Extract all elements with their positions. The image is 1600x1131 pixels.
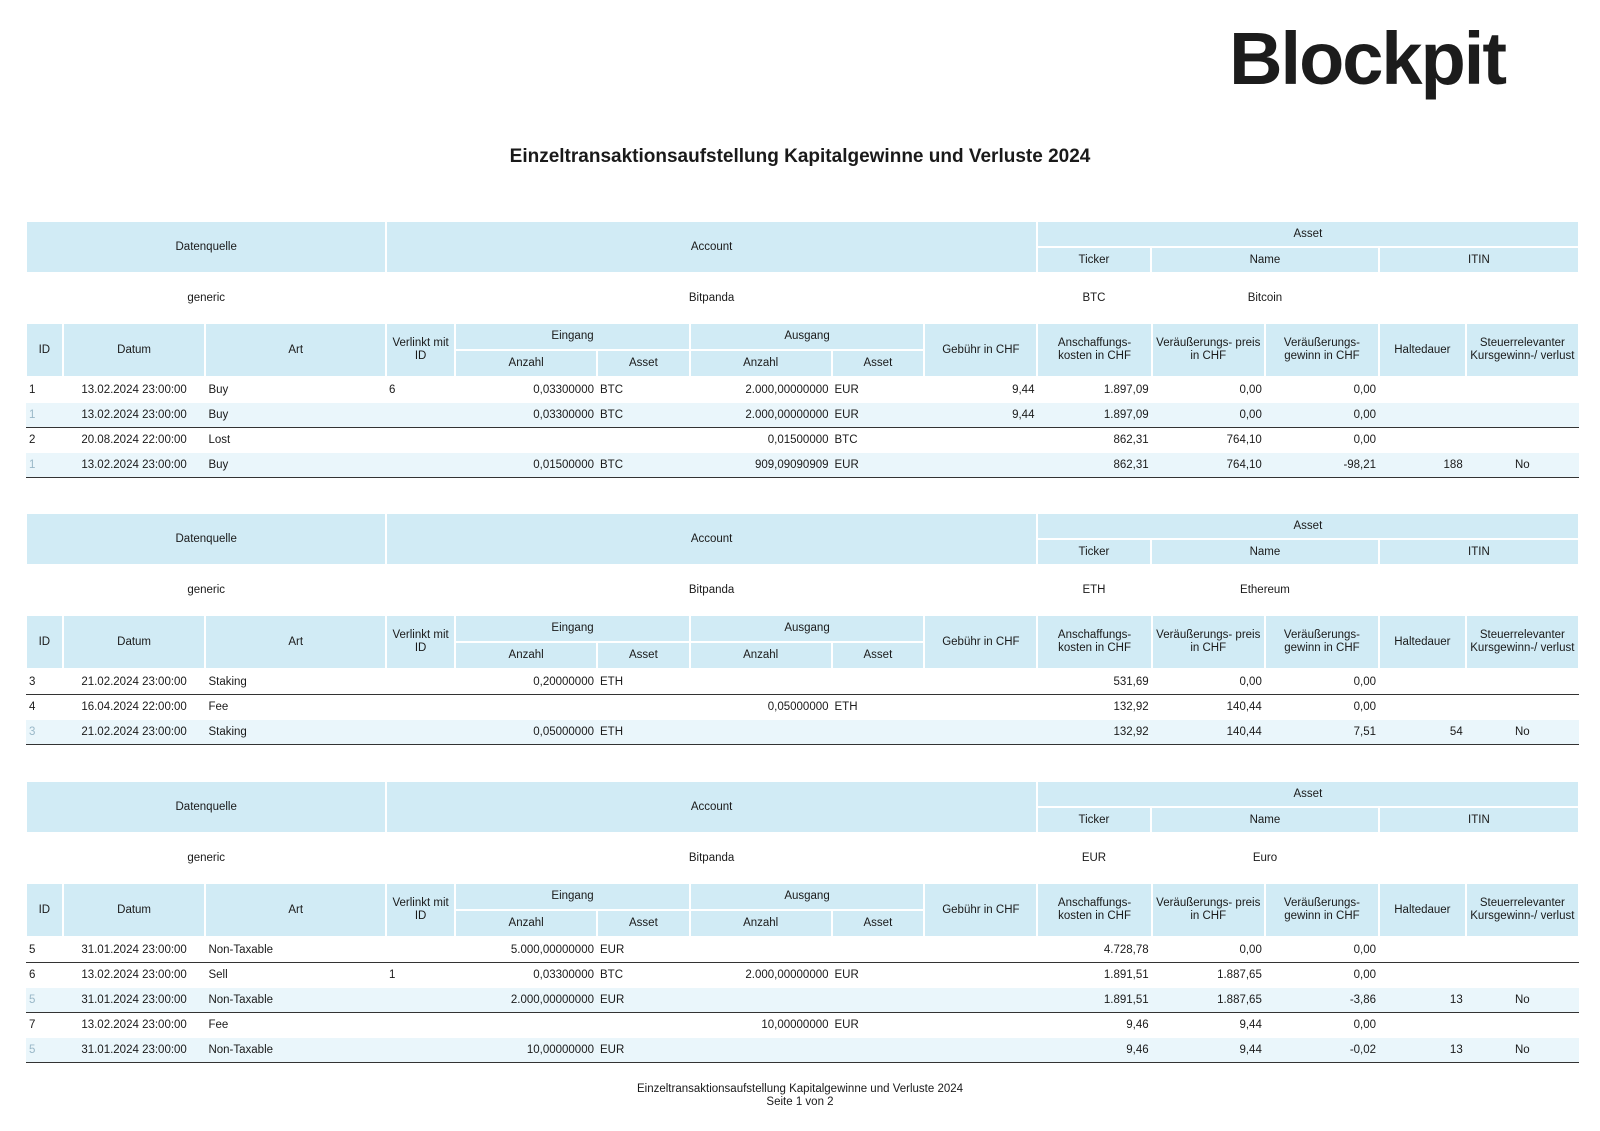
cell-ausgang-anzahl: 0,05000000	[767, 701, 829, 713]
cell-eingang-anzahl: 0,03300000	[533, 384, 594, 396]
cell-veraeusserungspreis: 0,00	[1239, 944, 1262, 956]
cell-steuerrelevant	[1466, 403, 1579, 428]
col-header-ausgang: Ausgang	[690, 883, 925, 910]
cell-eingang-anzahl: 0,01500000	[455, 453, 597, 478]
cell-art: Non-Taxable	[205, 988, 385, 1013]
cell-veraeusserungspreis: 1.887,65	[1217, 969, 1262, 981]
cell-eingang-anzahl: 0,05000000	[455, 720, 597, 745]
cell-haltedauer	[1379, 669, 1466, 695]
cell-ausgang-anzahl: 2.000,00000000	[745, 384, 829, 396]
cell-gebuehr: 9,44	[924, 403, 1037, 428]
cell-veraeusserungsgewinn: 0,00	[1353, 384, 1377, 396]
col-header-itin: ITIN	[1379, 247, 1579, 273]
cell-haltedauer	[1379, 377, 1466, 403]
cell-haltedauer: 188	[1379, 453, 1466, 478]
cell-verlinkt	[386, 1013, 455, 1038]
cell-haltedauer	[1379, 428, 1466, 453]
transaction-subrow	[26, 403, 1579, 428]
col-header-eingang-asset: Asset	[597, 910, 690, 937]
cell-datum: 13.02.2024 23:00:00	[81, 384, 187, 396]
cell-art: Buy	[205, 453, 385, 478]
cell-veraeusserungspreis: 140,44	[1152, 720, 1265, 745]
page-footer	[0, 1083, 1600, 1109]
footer-title: Einzeltransaktionsaufstellung Kapitalgewinne und Verluste 2024	[636, 1083, 964, 1095]
transaction-row	[26, 963, 1579, 988]
col-header-art: Art	[205, 615, 385, 669]
cell-steuerrelevant: No	[1466, 1038, 1579, 1063]
col-header-ausgang-anzahl: Anzahl	[690, 350, 832, 377]
col-header-verlinkt: Verlinkt mit ID	[386, 323, 455, 377]
cell-eingang-anzahl: 2.000,00000000	[455, 988, 597, 1013]
cell-veraeusserungspreis: 140,44	[1226, 701, 1262, 713]
cell-eingang-asset: EUR	[600, 944, 625, 956]
cell-haltedauer	[1379, 963, 1466, 988]
col-header-eingang: Eingang	[455, 323, 690, 350]
cell-eingang-anzahl	[455, 695, 597, 720]
cell-eingang-asset: ETH	[600, 676, 623, 688]
cell-gebuehr	[924, 428, 1037, 453]
cell-anschaffungskosten: 531,69	[1113, 676, 1149, 688]
col-header-ausgang-asset: Asset	[832, 350, 925, 377]
asset-section-eth	[25, 512, 1580, 745]
col-header-eingang-asset: Asset	[597, 642, 690, 669]
ticker-value: ETH	[1037, 565, 1151, 614]
cell-veraeusserungspreis: 764,10	[1226, 434, 1262, 446]
col-header-account: Account	[386, 781, 1036, 833]
cell-verlinkt	[386, 720, 455, 745]
report-title: Einzeltransaktionsaufstellung Kapitalgewinne und Verluste 2024	[509, 146, 1091, 167]
cell-eingang-asset: BTC	[600, 969, 623, 981]
cell-verlinkt	[386, 937, 455, 963]
cell-anschaffungskosten: 9,46	[1037, 1038, 1151, 1063]
col-header-datenquelle: Datenquelle	[26, 221, 386, 273]
col-header-verlinkt: Verlinkt mit ID	[386, 883, 455, 937]
transaction-row	[26, 428, 1579, 453]
asset-info-table	[25, 780, 1580, 882]
cell-veraeusserungspreis: 0,00	[1239, 384, 1262, 396]
col-header-gebuehr: Gebühr in CHF	[924, 883, 1037, 937]
transaction-row	[26, 377, 1579, 403]
transaction-subrow	[26, 1038, 1579, 1063]
col-header-name: Name	[1151, 539, 1379, 565]
cell-anschaffungskosten: 1.891,51	[1037, 988, 1151, 1013]
col-header-eingang: Eingang	[455, 615, 690, 642]
cell-haltedauer	[1379, 695, 1466, 720]
cell-datum: 31.01.2024 23:00:00	[63, 1038, 206, 1063]
cell-ausgang-asset	[832, 937, 925, 963]
cell-steuerrelevant: No	[1466, 988, 1579, 1013]
cell-ausgang-anzahl: 2.000,00000000	[690, 403, 832, 428]
cell-id: 7	[29, 1019, 36, 1031]
cell-ausgang-anzahl: 10,00000000	[761, 1019, 829, 1031]
cell-veraeusserungspreis: 0,00	[1152, 403, 1265, 428]
col-header-ausgang-asset: Asset	[832, 910, 925, 937]
col-header-asset: Asset	[1037, 781, 1579, 807]
cell-veraeusserungspreis: 9,44	[1239, 1019, 1262, 1031]
cell-ausgang-anzahl	[690, 1038, 832, 1063]
cell-verlinkt	[386, 403, 455, 428]
cell-eingang-asset: BTC	[600, 384, 623, 396]
cell-art: Sell	[208, 969, 228, 981]
cell-gebuehr	[924, 1038, 1037, 1063]
cell-ausgang-anzahl	[690, 937, 832, 963]
cell-verlinkt	[386, 453, 455, 478]
col-header-haltedauer: Haltedauer	[1379, 323, 1466, 377]
cell-datum: 13.02.2024 23:00:00	[63, 453, 206, 478]
col-header-account: Account	[386, 513, 1036, 565]
datenquelle-value: generic	[26, 833, 386, 882]
cell-id: 3	[26, 720, 63, 745]
col-header-ticker: Ticker	[1037, 539, 1151, 565]
account-value: Bitpanda	[386, 833, 1036, 882]
account-value: Bitpanda	[386, 273, 1036, 322]
cell-haltedauer	[1379, 403, 1466, 428]
cell-eingang-anzahl	[455, 1013, 597, 1038]
col-header-haltedauer: Haltedauer	[1379, 615, 1466, 669]
col-header-eingang-asset: Asset	[597, 350, 690, 377]
cell-gebuehr	[924, 937, 1037, 963]
cell-ausgang-asset: EUR	[834, 384, 859, 396]
cell-art: Staking	[205, 720, 385, 745]
cell-eingang-anzahl: 10,00000000	[455, 1038, 597, 1063]
cell-art: Buy	[205, 403, 385, 428]
col-header-ausgang-anzahl: Anzahl	[690, 642, 832, 669]
cell-eingang-anzahl: 0,03300000	[533, 969, 594, 981]
cell-verlinkt	[386, 1038, 455, 1063]
cell-ausgang-anzahl: 909,09090909	[690, 453, 832, 478]
cell-haltedauer	[1379, 1013, 1466, 1038]
cell-veraeusserungspreis: 764,10	[1152, 453, 1265, 478]
col-header-gebuehr: Gebühr in CHF	[924, 615, 1037, 669]
cell-veraeusserungsgewinn: 0,00	[1353, 944, 1377, 956]
col-header-ticker: Ticker	[1037, 807, 1151, 833]
cell-anschaffungskosten: 132,92	[1037, 720, 1151, 745]
cell-steuerrelevant	[1466, 428, 1579, 453]
cell-anschaffungskosten: 862,31	[1037, 453, 1151, 478]
cell-datum: 21.02.2024 23:00:00	[81, 676, 187, 688]
ticker-value: BTC	[1037, 273, 1151, 322]
name-value: Ethereum	[1151, 565, 1379, 614]
col-header-haltedauer: Haltedauer	[1379, 883, 1466, 937]
col-header-anschaffungskosten: Anschaffungs- kosten in CHF	[1037, 883, 1151, 937]
col-header-name: Name	[1151, 247, 1379, 273]
col-header-anschaffungskosten: Anschaffungs- kosten in CHF	[1037, 323, 1151, 377]
transaction-subrow	[26, 720, 1579, 745]
cell-veraeusserungsgewinn: -3,86	[1265, 988, 1379, 1013]
cell-gebuehr: 9,44	[1012, 384, 1035, 396]
cell-verlinkt	[386, 669, 455, 695]
cell-steuerrelevant	[1466, 377, 1579, 403]
transaction-subrow	[26, 453, 1579, 478]
col-header-itin: ITIN	[1379, 807, 1579, 833]
cell-steuerrelevant: No	[1466, 720, 1579, 745]
footer-page-number: Seite 1 von 2	[766, 1096, 834, 1108]
col-header-verlinkt: Verlinkt mit ID	[386, 615, 455, 669]
col-header-datum: Datum	[63, 883, 206, 937]
blockpit-logo: Blockpit	[1229, 17, 1505, 100]
col-header-ausgang: Ausgang	[690, 615, 925, 642]
col-header-datum: Datum	[63, 615, 206, 669]
col-header-name: Name	[1151, 807, 1379, 833]
cell-verlinkt	[386, 428, 455, 453]
itin-value	[1379, 565, 1579, 614]
cell-veraeusserungsgewinn: 7,51	[1265, 720, 1379, 745]
col-header-asset: Asset	[1037, 221, 1579, 247]
cell-veraeusserungspreis: 0,00	[1239, 676, 1262, 688]
col-header-asset: Asset	[1037, 513, 1579, 539]
col-header-id: ID	[26, 615, 63, 669]
cell-ausgang-anzahl: 0,01500000	[767, 434, 829, 446]
cell-art: Fee	[208, 701, 229, 713]
cell-anschaffungskosten: 1.897,09	[1037, 403, 1151, 428]
cell-veraeusserungsgewinn: -0,02	[1265, 1038, 1379, 1063]
transaction-row	[26, 695, 1579, 720]
cell-steuerrelevant: No	[1466, 453, 1579, 478]
col-header-eingang-anzahl: Anzahl	[455, 910, 597, 937]
col-header-datum: Datum	[63, 323, 206, 377]
col-header-ausgang-asset: Asset	[832, 642, 925, 669]
name-value: Bitcoin	[1151, 273, 1379, 322]
asset-info-table	[25, 220, 1580, 322]
cell-eingang-asset: ETH	[597, 720, 690, 745]
cell-id: 1	[29, 384, 36, 396]
cell-datum: 16.04.2024 22:00:00	[81, 701, 187, 713]
datenquelle-value: generic	[26, 565, 386, 614]
cell-veraeusserungsgewinn: 0,00	[1265, 403, 1379, 428]
col-header-steuerrelevant: Steuerrelevanter Kursgewinn-/ verlust	[1466, 323, 1579, 377]
cell-gebuehr	[924, 988, 1037, 1013]
cell-datum: 31.01.2024 23:00:00	[63, 988, 206, 1013]
cell-eingang-asset	[597, 1013, 690, 1038]
col-header-veraeusserungsgewinn: Veräußerungs- gewinn in CHF	[1265, 883, 1379, 937]
cell-art: Non-Taxable	[208, 944, 274, 956]
cell-ausgang-anzahl	[690, 669, 832, 695]
name-value: Euro	[1151, 833, 1379, 882]
cell-eingang-asset: EUR	[597, 988, 690, 1013]
cell-ausgang-asset	[832, 1038, 925, 1063]
cell-anschaffungskosten: 1.897,09	[1103, 384, 1149, 396]
cell-haltedauer: 54	[1379, 720, 1466, 745]
col-header-id: ID	[26, 323, 63, 377]
cell-eingang-anzahl: 0,20000000	[533, 676, 594, 688]
ticker-value: EUR	[1037, 833, 1151, 882]
col-header-steuerrelevant: Steuerrelevanter Kursgewinn-/ verlust	[1466, 615, 1579, 669]
cell-art: Staking	[208, 676, 247, 688]
cell-id: 1	[26, 403, 63, 428]
cell-id: 1	[26, 453, 63, 478]
cell-art: Lost	[208, 434, 231, 446]
col-header-art: Art	[205, 883, 385, 937]
cell-eingang-asset	[597, 695, 690, 720]
cell-haltedauer: 13	[1379, 988, 1466, 1013]
cell-id: 3	[29, 676, 36, 688]
col-header-gebuehr: Gebühr in CHF	[924, 323, 1037, 377]
cell-veraeusserungspreis: 9,44	[1152, 1038, 1265, 1063]
cell-ausgang-asset: EUR	[834, 969, 859, 981]
cell-id: 4	[29, 701, 36, 713]
cell-datum: 13.02.2024 23:00:00	[81, 1019, 187, 1031]
cell-art: Non-Taxable	[205, 1038, 385, 1063]
cell-eingang-asset	[597, 428, 690, 453]
cell-gebuehr	[924, 720, 1037, 745]
col-header-veraeusserungsgewinn: Veräußerungs- gewinn in CHF	[1265, 323, 1379, 377]
cell-veraeusserungsgewinn: 0,00	[1353, 676, 1377, 688]
transaction-subrow	[26, 988, 1579, 1013]
account-value: Bitpanda	[386, 565, 1036, 614]
transactions-table	[25, 614, 1580, 745]
cell-ausgang-asset	[832, 720, 925, 745]
cell-ausgang-asset: ETH	[834, 701, 858, 713]
cell-veraeusserungsgewinn: 0,00	[1353, 1019, 1377, 1031]
cell-ausgang-asset: EUR	[832, 453, 925, 478]
cell-ausgang-asset	[832, 988, 925, 1013]
cell-gebuehr	[924, 453, 1037, 478]
cell-ausgang-asset: BTC	[834, 434, 858, 446]
col-header-ausgang: Ausgang	[690, 323, 925, 350]
cell-anschaffungskosten: 4.728,78	[1103, 944, 1149, 956]
cell-anschaffungskosten: 9,46	[1126, 1019, 1149, 1031]
col-header-eingang-anzahl: Anzahl	[455, 350, 597, 377]
cell-steuerrelevant	[1466, 963, 1579, 988]
cell-datum: 31.01.2024 23:00:00	[81, 944, 187, 956]
cell-ausgang-asset	[832, 669, 925, 695]
cell-steuerrelevant	[1466, 1013, 1579, 1038]
cell-datum: 13.02.2024 23:00:00	[81, 969, 187, 981]
transactions-table	[25, 322, 1580, 478]
cell-eingang-anzahl	[455, 428, 597, 453]
cell-veraeusserungsgewinn: 0,00	[1353, 701, 1377, 713]
cell-steuerrelevant	[1466, 669, 1579, 695]
cell-anschaffungskosten: 1.891,51	[1103, 969, 1149, 981]
cell-eingang-anzahl: 5.000,00000000	[510, 944, 594, 956]
asset-info-table	[25, 512, 1580, 614]
cell-id: 2	[29, 434, 36, 446]
col-header-veraeusserungspreis: Veräußerungs- preis in CHF	[1152, 883, 1265, 937]
cell-datum: 20.08.2024 22:00:00	[81, 434, 187, 446]
col-header-veraeusserungspreis: Veräußerungs- preis in CHF	[1152, 323, 1265, 377]
cell-datum: 21.02.2024 23:00:00	[63, 720, 206, 745]
cell-ausgang-anzahl	[690, 720, 832, 745]
cell-veraeusserungsgewinn: -98,21	[1265, 453, 1379, 478]
col-header-itin: ITIN	[1379, 539, 1579, 565]
cell-id: 5	[26, 1038, 63, 1063]
transaction-row	[26, 1013, 1579, 1038]
cell-verlinkt: 6	[388, 384, 396, 396]
cell-gebuehr	[924, 1013, 1037, 1038]
cell-ausgang-anzahl	[690, 988, 832, 1013]
cell-eingang-anzahl: 0,03300000	[455, 403, 597, 428]
cell-anschaffungskosten: 862,31	[1113, 434, 1149, 446]
col-header-account: Account	[386, 221, 1036, 273]
cell-haltedauer: 13	[1379, 1038, 1466, 1063]
cell-gebuehr	[924, 963, 1037, 988]
cell-ausgang-asset: EUR	[832, 403, 925, 428]
cell-eingang-asset: BTC	[597, 453, 690, 478]
cell-haltedauer	[1379, 937, 1466, 963]
cell-art: Fee	[208, 1019, 229, 1031]
col-header-ticker: Ticker	[1037, 247, 1151, 273]
cell-veraeusserungsgewinn: 0,00	[1353, 969, 1377, 981]
cell-ausgang-asset: EUR	[834, 1019, 859, 1031]
cell-id: 6	[29, 969, 36, 981]
cell-veraeusserungsgewinn: 0,00	[1353, 434, 1377, 446]
itin-value	[1379, 273, 1579, 322]
col-header-id: ID	[26, 883, 63, 937]
transaction-row	[26, 669, 1579, 695]
cell-steuerrelevant	[1466, 937, 1579, 963]
col-header-anschaffungskosten: Anschaffungs- kosten in CHF	[1037, 615, 1151, 669]
transactions-table	[25, 882, 1580, 1063]
cell-id: 5	[29, 944, 36, 956]
col-header-veraeusserungspreis: Veräußerungs- preis in CHF	[1152, 615, 1265, 669]
col-header-eingang: Eingang	[455, 883, 690, 910]
cell-ausgang-anzahl: 2.000,00000000	[745, 969, 829, 981]
cell-datum: 13.02.2024 23:00:00	[63, 403, 206, 428]
cell-gebuehr	[924, 695, 1037, 720]
cell-verlinkt	[386, 988, 455, 1013]
cell-anschaffungskosten: 132,92	[1113, 701, 1149, 713]
cell-steuerrelevant	[1466, 695, 1579, 720]
cell-veraeusserungspreis: 1.887,65	[1152, 988, 1265, 1013]
col-header-eingang-anzahl: Anzahl	[455, 642, 597, 669]
cell-art: Buy	[208, 384, 229, 396]
cell-verlinkt: 1	[388, 969, 396, 981]
col-header-steuerrelevant: Steuerrelevanter Kursgewinn-/ verlust	[1466, 883, 1579, 937]
col-header-datenquelle: Datenquelle	[26, 781, 386, 833]
cell-gebuehr	[924, 669, 1037, 695]
col-header-veraeusserungsgewinn: Veräußerungs- gewinn in CHF	[1265, 615, 1379, 669]
datenquelle-value: generic	[26, 273, 386, 322]
cell-eingang-asset: BTC	[597, 403, 690, 428]
itin-value	[1379, 833, 1579, 882]
asset-section-btc	[25, 220, 1580, 478]
cell-verlinkt	[386, 695, 455, 720]
transaction-row	[26, 937, 1579, 963]
col-header-datenquelle: Datenquelle	[26, 513, 386, 565]
cell-eingang-asset: EUR	[597, 1038, 690, 1063]
col-header-art: Art	[205, 323, 385, 377]
cell-id: 5	[26, 988, 63, 1013]
asset-section-eur	[25, 780, 1580, 1063]
col-header-ausgang-anzahl: Anzahl	[690, 910, 832, 937]
